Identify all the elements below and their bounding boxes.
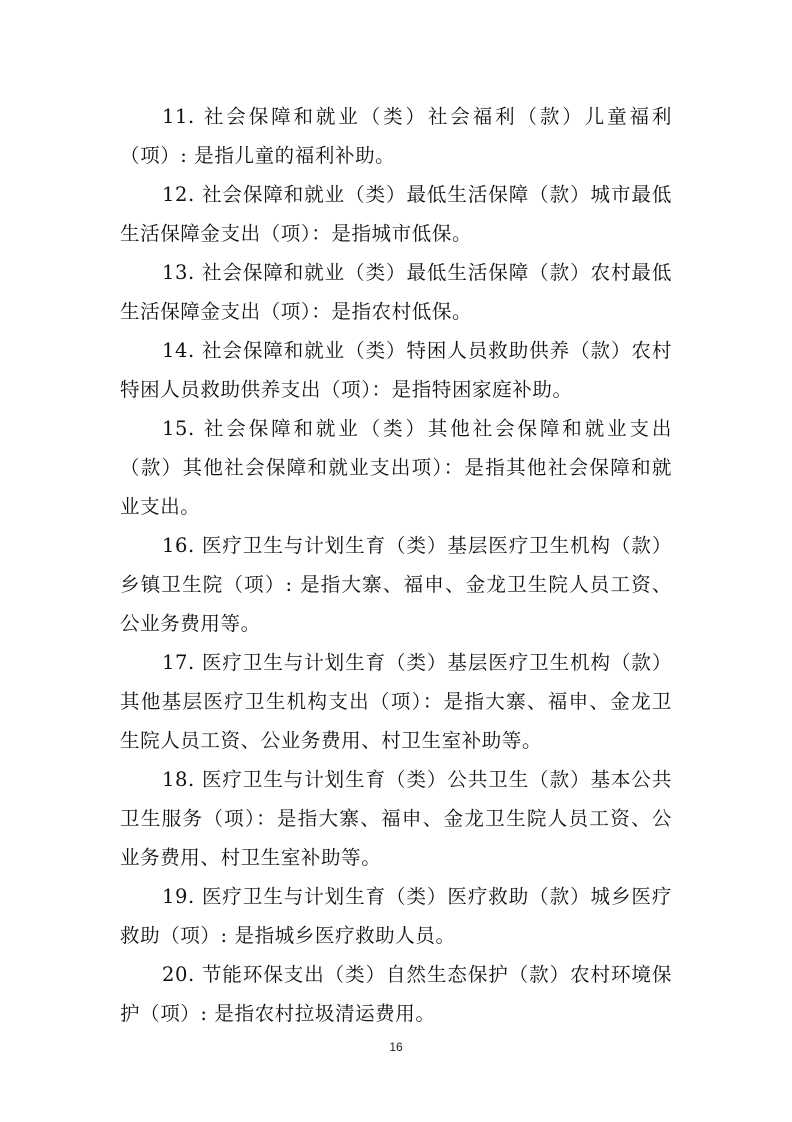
paragraph-item-19: 19. 医疗卫生与计划生育（类）医疗救助（款）城乡医疗救助（项）: 是指城乡医疗救助人员。	[120, 885, 672, 947]
paragraph-item-12: 12. 社会保障和就业（类）最低生活保障（款）城市最低生活保障金支出（项）：是指城市低保。	[120, 183, 672, 245]
paragraph-item-16: 16. 医疗卫生与计划生育（类）基层医疗卫生机构（款）乡镇卫生院（项）: 是指大寨、福申、金龙卫生院人员工资、公业务费用等。	[120, 534, 672, 635]
paragraph-item-15: 15. 社会保障和就业（类）其他社会保障和就业支出（款）其他社会保障和就业支出项）：是指其他社会保障和就业支出。	[120, 417, 672, 518]
paragraph-item-20: 20. 节能环保支出（类）自然生态保护（款）农村环境保护（项）: 是指农村拉圾清运费用。	[120, 963, 672, 1025]
paragraph-item-11: 11. 社会保障和就业（类）社会福利（款）儿童福利（项）: 是指儿童的福利补助。	[120, 105, 672, 167]
document-body	[120, 97, 672, 1033]
paragraph-item-18: 18. 医疗卫生与计划生育（类）公共卫生（款）基本公共卫生服务（项）：是指大寨、福申、金龙卫生院人员工资、公业务费用、村卫生室补助等。	[120, 768, 672, 869]
paragraph-item-17: 17. 医疗卫生与计划生育（类）基层医疗卫生机构（款）其他基层医疗卫生机构支出（项）：是指大寨、福申、金龙卫生院人员工资、公业务费用、村卫生室补助等。	[120, 651, 672, 752]
page-number: 16	[389, 1040, 403, 1054]
paragraph-item-13: 13. 社会保障和就业（类）最低生活保障（款）农村最低生活保障金支出（项）：是指农村低保。	[120, 261, 672, 323]
paragraph-item-14: 14. 社会保障和就业（类）特困人员救助供养（款）农村特困人员救助供养支出（项）：是指特困家庭补助。	[120, 339, 672, 401]
